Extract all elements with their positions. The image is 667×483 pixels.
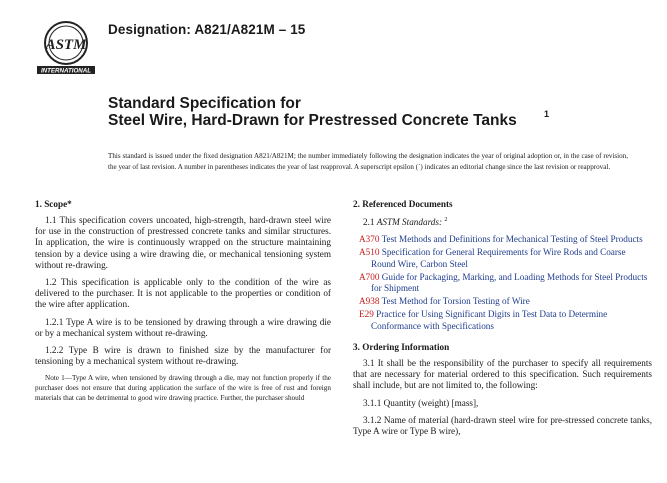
reference-item[interactable] — [353, 309, 652, 331]
reference-title[interactable]: Test Methods and Definitions for Mechanical Testing of Steel Products — [381, 234, 643, 245]
reference-title[interactable]: Guide for Packaging, Marking, and Loading Methods for Steel Products for Shipment — [371, 271, 648, 294]
designation-year: 15 — [290, 22, 306, 37]
reference-title[interactable]: Specification for General Requirements for Wire Rods and Coarse Round Wire, Carbon Steel — [371, 247, 626, 269]
paragraph-1-2: 1.2 This specification is applicable only to the condition of the wire as delivered to the purchaser. It is not applicable to the properties or condition of the wire after application. — [35, 277, 331, 310]
referenced-intro-label: ASTM Standards: — [376, 217, 443, 228]
reference-title[interactable]: Practice for Using Significant Digits in Test Data to Determine Conformance with Specifications — [371, 309, 608, 331]
document-title — [108, 95, 628, 129]
reference-item[interactable] — [353, 234, 652, 245]
reference-item[interactable] — [353, 247, 652, 269]
reference-code[interactable]: A510 — [359, 247, 380, 258]
title-line1: Standard Specification for — [108, 95, 301, 112]
reference-code[interactable]: A370 — [359, 234, 380, 245]
paragraph-3-1: 3.1 It shall be the responsibility of the purchaser to specify all requirements that are necessary for material ordered to this specification. Such requirements shall include, but are not limited to, the following: — [353, 357, 652, 391]
referenced-intro — [353, 215, 652, 228]
designation — [108, 22, 305, 37]
right-column — [353, 199, 652, 443]
reference-list — [353, 234, 652, 332]
designation-dash: – — [278, 22, 287, 37]
reference-code[interactable]: A700 — [359, 271, 380, 282]
issue-note: This standard is issued under the fixed designation A821/A821M; the number immediately following the designation indicates the year of original adoption or, in the case of revision, the year of last revision. A number in parentheses indicates the year of last reapproval. A superscript epsilon (´) indicates an editorial change since the last revision or reapproval. — [108, 152, 628, 171]
title-footnote-marker: 1 — [544, 109, 550, 119]
logo-wordmark: INTERNATIONAL — [40, 67, 92, 74]
reference-item[interactable] — [353, 272, 652, 294]
ordering-heading: 3. Ordering Information — [353, 341, 450, 352]
reference-code[interactable]: A938 — [359, 296, 380, 307]
reference-code[interactable]: E29 — [359, 309, 374, 320]
astm-logo — [35, 20, 97, 74]
note-1: Note 1—Type A wire, when tensioned by drawing through a die, may not function properly if the purchaser does not ensure that during application the surface of the wire is free of rust and foreign materials that can be detrimental to good wire drawing practice. Further, the purchaser should — [35, 374, 331, 403]
paragraph-3-1-1: 3.1.1 Quantity (weight) [mass], — [363, 397, 479, 408]
paragraph-1-1: 1.1 This specification covers uncoated, high-strength, hard-drawn steel wire for use in the construction of prestressed concrete tanks and similar structures. In application, the wire is continuously wrapped on the structure maintaining tension by a device using a wire drawing die, or mechanical tensioning system without re-drawing. — [35, 215, 331, 270]
referenced-intro-footnote: 2 — [444, 217, 448, 223]
svg-text:ASTM: ASTM — [45, 37, 87, 53]
reference-title[interactable]: Test Method for Torsion Testing of Wire — [381, 296, 530, 307]
referenced-intro-num: 2.1 — [363, 217, 375, 228]
title-line2: Steel Wire, Hard-Drawn for Prestressed Concrete Tanks — [108, 112, 517, 129]
left-column — [35, 199, 331, 403]
designation-code: A821/A821M — [194, 22, 275, 37]
scope-heading: 1. Scope* — [35, 199, 72, 209]
designation-label: Designation: — [108, 22, 191, 37]
paragraph-3-1-2: 3.1.2 Name of material (hard-drawn steel wire for pre-stressed concrete tanks, Type A wire or Type B wire), — [353, 414, 652, 436]
paragraph-1-2-1: 1.2.1 Type A wire is to be tensioned by drawing through a wire drawing die or by a mechanical system without re-drawing. — [35, 316, 331, 338]
referenced-heading: 2. Referenced Documents — [353, 199, 453, 209]
paragraph-1-2-2: 1.2.2 Type B wire is drawn to finished size by the manufacturer for tensioning by a mechanical system without re-drawing. — [35, 345, 331, 367]
reference-item[interactable] — [353, 296, 652, 307]
